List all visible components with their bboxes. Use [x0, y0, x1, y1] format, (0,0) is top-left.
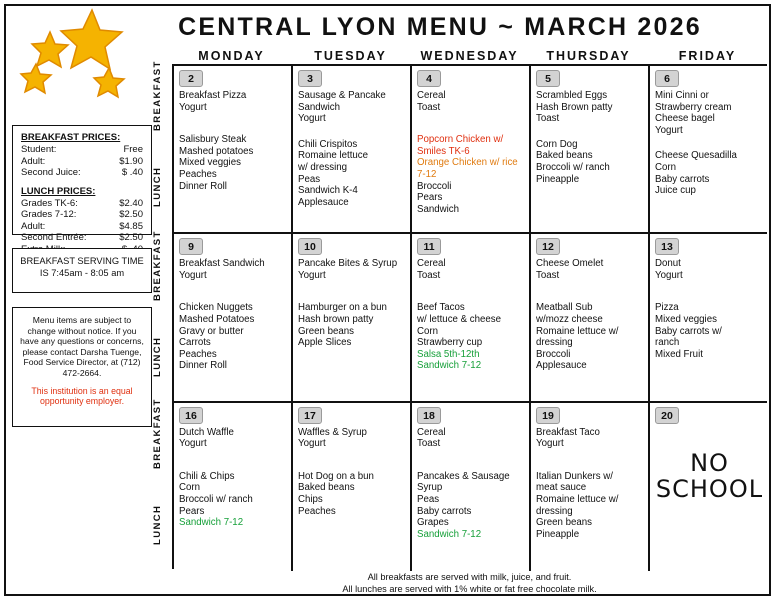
- menu-item: Chili Crispitos: [298, 138, 358, 150]
- footer-line-1: All breakfasts are served with milk, juice, and fruit.: [367, 572, 572, 582]
- price-row: [21, 156, 143, 168]
- menu-item: Pancake Bites & Syrup: [298, 258, 398, 270]
- day-cell-5[interactable]: [531, 66, 650, 232]
- breakfast-items: [417, 258, 524, 281]
- menu-item: w/mozz cheese: [536, 314, 603, 326]
- day-cell-10[interactable]: [293, 234, 412, 400]
- day-number: 19: [536, 407, 560, 424]
- menu-item: Pears: [179, 505, 205, 517]
- day-cell-19[interactable]: [531, 403, 650, 571]
- day-cell-2[interactable]: [174, 66, 293, 232]
- menu-item: Salsa 5th-12th: [417, 348, 480, 360]
- menu-item: Applesauce: [298, 196, 349, 208]
- lunch-items: [179, 471, 286, 529]
- menu-item: Yogurt: [298, 438, 326, 450]
- menu-item: Yogurt: [298, 113, 326, 125]
- serving-time-text: BREAKFAST SERVING TIME IS 7:45am - 8:05 am: [20, 256, 144, 278]
- menu-item: Breakfast Pizza: [179, 90, 247, 101]
- menu-item: Yogurt: [655, 124, 683, 136]
- breakfast-items: [655, 258, 764, 281]
- day-number: 9: [179, 238, 203, 255]
- menu-item: Mixed veggies: [655, 314, 717, 326]
- menu-item: Toast: [536, 269, 560, 281]
- breakfast-items: [298, 258, 405, 281]
- price-label: Adult:: [21, 155, 46, 167]
- menu-item: Strawberry cream: [655, 101, 732, 113]
- menu-item: Pineapple: [536, 173, 580, 185]
- menu-item: Mixed veggies: [179, 157, 241, 169]
- day-cell-18[interactable]: [412, 403, 531, 571]
- menu-item: Hamburger on a bun: [298, 302, 387, 314]
- price-row: [21, 232, 143, 244]
- price-row: [21, 144, 143, 156]
- menu-item: w/ lettuce & cheese: [417, 314, 502, 326]
- price-label: Grades 7-12:: [21, 209, 77, 220]
- menu-item: Peas: [298, 173, 321, 185]
- menu-item: Baby carrots: [417, 505, 472, 517]
- lunch-items: [417, 302, 524, 372]
- menu-item: Broccoli: [536, 348, 571, 360]
- menu-item: Romaine lettuce w/: [536, 325, 619, 337]
- menu-item: Sandwich 7-12: [417, 360, 482, 372]
- menu-item: Cereal: [417, 258, 446, 270]
- day-cell-17[interactable]: [293, 403, 412, 571]
- page-title: CENTRAL LYON MENU ~ MARCH 2026: [178, 13, 702, 41]
- price-label: Second Entrée:: [21, 232, 87, 243]
- menu-item: Juice cup: [655, 185, 696, 197]
- breakfast-items: [655, 90, 764, 136]
- day-number: 11: [417, 238, 441, 255]
- menu-item: 7-12: [417, 168, 437, 180]
- menu-item: Corn: [179, 482, 200, 494]
- menu-item: Apple Slices: [298, 337, 352, 349]
- menu-item: dressing: [536, 337, 573, 349]
- menu-item: Yogurt: [179, 101, 207, 113]
- menu-item: Mashed Potatoes: [179, 314, 255, 326]
- menu-item: Waffles & Syrup: [298, 426, 367, 438]
- day-number: 17: [298, 407, 322, 424]
- menu-item: Sandwich 7-12: [417, 528, 482, 540]
- menu-item: Peaches: [298, 505, 336, 517]
- row-label-lunch-2: LUNCH: [152, 336, 163, 378]
- day-number: 13: [655, 238, 679, 255]
- price-label: Second Juice:: [21, 167, 81, 178]
- menu-item: Cereal: [417, 426, 446, 438]
- lunch-items: [179, 302, 286, 372]
- menu-item: Yogurt: [298, 269, 326, 281]
- menu-item: Hash brown patty: [298, 314, 374, 326]
- lunch-items: [655, 150, 764, 196]
- menu-item: Toast: [417, 438, 441, 450]
- breakfast-items: [536, 90, 643, 125]
- day-cell-12[interactable]: [531, 234, 650, 400]
- menu-item: Strawberry cup: [417, 337, 483, 349]
- day-header-thursday: THURSDAY: [546, 49, 631, 63]
- price-value: Free: [123, 144, 143, 155]
- price-value: $2.50: [119, 209, 143, 220]
- breakfast-items: [179, 90, 286, 113]
- menu-item: Applesauce: [536, 360, 587, 372]
- day-number: 3: [298, 70, 322, 87]
- menu-item: Baby carrots: [655, 173, 710, 185]
- menu-item: Yogurt: [179, 438, 207, 450]
- day-number: 4: [417, 70, 441, 87]
- price-label: Student:: [21, 144, 57, 155]
- menu-item: Scrambled Eggs: [536, 90, 608, 101]
- menu-item: Italian Dunkers w/: [536, 470, 613, 482]
- lunch-items: [298, 471, 405, 517]
- breakfast-items: [179, 258, 286, 281]
- lunch-items: [655, 302, 764, 360]
- menu-item: Cheese Omelet: [536, 258, 604, 270]
- price-value: $2.40: [119, 197, 143, 209]
- footer-line-2: All lunches are served with 1% white or fat free chocolate milk.: [342, 583, 597, 594]
- lunch-items: [417, 134, 524, 215]
- menu-item: Grapes: [417, 517, 449, 529]
- menu-item: Pineapple: [536, 528, 580, 540]
- day-number: 10: [298, 238, 322, 255]
- menu-item: Mashed potatoes: [179, 145, 254, 157]
- menu-item: Cereal: [417, 90, 446, 101]
- breakfast-items: [417, 90, 524, 113]
- row-label-lunch-1: LUNCH: [152, 166, 163, 208]
- menu-item: Corn Dog: [536, 138, 578, 150]
- day-cell-11[interactable]: [412, 234, 531, 400]
- day-header-wednesday: WEDNESDAY: [420, 49, 519, 63]
- day-number: 6: [655, 70, 679, 87]
- menu-item: Popcorn Chicken w/: [417, 134, 504, 146]
- price-row: [21, 198, 143, 210]
- menu-item: Cheese bagel: [655, 113, 715, 125]
- menu-item: Carrots: [179, 337, 211, 349]
- day-number: 18: [417, 407, 441, 424]
- menu-item: Sausage & Pancake: [298, 90, 386, 101]
- menu-item: Peaches: [179, 168, 217, 180]
- row-label-lunch-3: LUNCH: [152, 504, 163, 546]
- menu-item: Donut: [655, 258, 681, 270]
- menu-item: Hash Brown patty: [536, 101, 613, 113]
- day-number: 5: [536, 70, 560, 87]
- price-row: [21, 167, 143, 179]
- menu-item: Dinner Roll: [179, 360, 227, 372]
- price-value: $4.85: [119, 220, 143, 232]
- price-label: Adult:: [21, 220, 46, 232]
- menu-item: Pancakes & Sausage: [417, 470, 510, 482]
- menu-item: Broccoli w/ ranch: [536, 161, 610, 173]
- day-cell-6[interactable]: [650, 66, 769, 232]
- lunch-items: [298, 139, 405, 209]
- notice-box: [12, 307, 152, 427]
- menu-item: Broccoli w/ ranch: [179, 493, 253, 505]
- menu-item: Yogurt: [179, 269, 207, 281]
- week-row-3: [174, 403, 767, 571]
- menu-item: Romaine lettuce: [298, 150, 369, 162]
- row-labels: [152, 60, 172, 569]
- menu-item: Sandwich: [417, 203, 460, 215]
- row-label-breakfast-3: BREAKFAST: [152, 398, 163, 469]
- menu-item: Mixed Fruit: [655, 348, 703, 360]
- serving-time-box: [12, 248, 152, 293]
- day-header-tuesday: TUESDAY: [314, 49, 387, 63]
- menu-item: Meatball Sub: [536, 302, 593, 314]
- equal-opportunity-text: This institution is an equal opportunity employer.: [31, 385, 133, 407]
- menu-item: Chicken Nuggets: [179, 302, 253, 314]
- menu-item: Green beans: [536, 517, 593, 529]
- menu-item: Chips: [298, 493, 323, 505]
- day-number: 20: [655, 407, 679, 424]
- menu-item: meat sauce: [536, 482, 587, 494]
- menu-item: Baked beans: [536, 150, 593, 162]
- menu-item: Cheese Quesadilla: [655, 150, 737, 162]
- day-cell-3[interactable]: [293, 66, 412, 232]
- day-cell-9[interactable]: [174, 234, 293, 400]
- menu-item: Sandwich: [298, 101, 341, 113]
- menu-item: Dutch Waffle: [179, 426, 234, 438]
- breakfast-items: [536, 258, 643, 281]
- menu-item: Corn: [417, 325, 438, 337]
- menu-item: Dinner Roll: [179, 180, 227, 192]
- menu-item: Pizza: [655, 302, 679, 314]
- menu-item: Smiles TK-6: [417, 145, 470, 157]
- day-cell-13[interactable]: [650, 234, 769, 400]
- breakfast-items: [417, 427, 524, 450]
- menu-item: Orange Chicken w/ rice: [417, 157, 518, 169]
- lunch-items: [179, 134, 286, 192]
- lunch-items: [536, 139, 643, 185]
- price-value: $1.90: [119, 155, 143, 167]
- menu-item: Yogurt: [536, 438, 564, 450]
- menu-item: Peas: [417, 493, 440, 505]
- menu-item: ranch: [655, 337, 680, 349]
- prices-box: [12, 125, 152, 243]
- menu-item: Baby carrots w/: [655, 325, 722, 337]
- lunch-items: [417, 471, 524, 541]
- menu-item: Toast: [417, 101, 441, 113]
- price-value: $ .40: [121, 167, 143, 178]
- lunch-items: [298, 302, 405, 348]
- breakfast-prices-title: BREAKFAST PRICES:: [21, 132, 121, 143]
- menu-item: Toast: [417, 269, 441, 281]
- lunch-items: [536, 471, 643, 541]
- menu-item: Romaine lettuce w/: [536, 493, 619, 505]
- week-row-2: [174, 234, 767, 402]
- menu-item: Yogurt: [655, 269, 683, 281]
- day-number: 2: [179, 70, 203, 87]
- menu-item: Broccoli: [417, 180, 452, 192]
- lunch-items: [536, 302, 643, 372]
- day-number: 16: [179, 407, 203, 424]
- menu-item: Pears: [417, 192, 443, 204]
- day-cell-16[interactable]: [174, 403, 293, 571]
- menu-item: Sandwich K-4: [298, 185, 358, 197]
- week-row-1: [174, 66, 767, 234]
- notice-text: Menu items are subject to change without notice. If you have any questions or concerns, please contact Darsha Tuenge, Food Service Director, at (712) 472-2664.: [20, 315, 144, 378]
- menu-item: Corn: [655, 161, 676, 173]
- menu-item: Salisbury Steak: [179, 134, 247, 146]
- menu-item: Chili & Chips: [179, 470, 235, 482]
- footer: [172, 572, 767, 595]
- menu-item: Beef Tacos: [417, 302, 465, 314]
- price-value: $2.50: [119, 232, 143, 243]
- no-school-label: NO SCHOOL: [655, 448, 764, 503]
- menu-item: Peaches: [179, 348, 217, 360]
- day-cell-20[interactable]: [650, 403, 769, 571]
- row-label-breakfast-1: BREAKFAST: [152, 60, 163, 131]
- menu-item: Sandwich 7-12: [179, 517, 244, 529]
- menu-item: Green beans: [298, 325, 355, 337]
- day-number: 12: [536, 238, 560, 255]
- price-label: Grades TK-6:: [21, 197, 78, 209]
- menu-item: Baked beans: [298, 482, 355, 494]
- menu-item: w/ dressing: [298, 161, 347, 173]
- menu-calendar: [172, 64, 767, 569]
- menu-item: Breakfast Sandwich: [179, 258, 265, 270]
- breakfast-items: [298, 90, 405, 125]
- breakfast-items: [179, 427, 286, 450]
- menu-item: Breakfast Taco: [536, 426, 600, 438]
- row-label-breakfast-2: BREAKFAST: [152, 230, 163, 301]
- menu-item: Mini Cinni or: [655, 90, 709, 101]
- breakfast-items: [536, 427, 643, 450]
- menu-item: Toast: [536, 113, 560, 125]
- price-row: [21, 209, 143, 221]
- lunch-prices-title: LUNCH PRICES:: [21, 185, 96, 197]
- day-header-monday: MONDAY: [198, 49, 265, 63]
- menu-item: Gravy or butter: [179, 325, 244, 337]
- breakfast-items: [298, 427, 405, 450]
- day-header-friday: FRIDAY: [678, 49, 737, 63]
- menu-item: dressing: [536, 505, 573, 517]
- price-row: [21, 221, 143, 233]
- menu-item: Hot Dog on a bun: [298, 470, 374, 482]
- menu-item: Syrup: [417, 482, 443, 494]
- day-cell-4[interactable]: [412, 66, 531, 232]
